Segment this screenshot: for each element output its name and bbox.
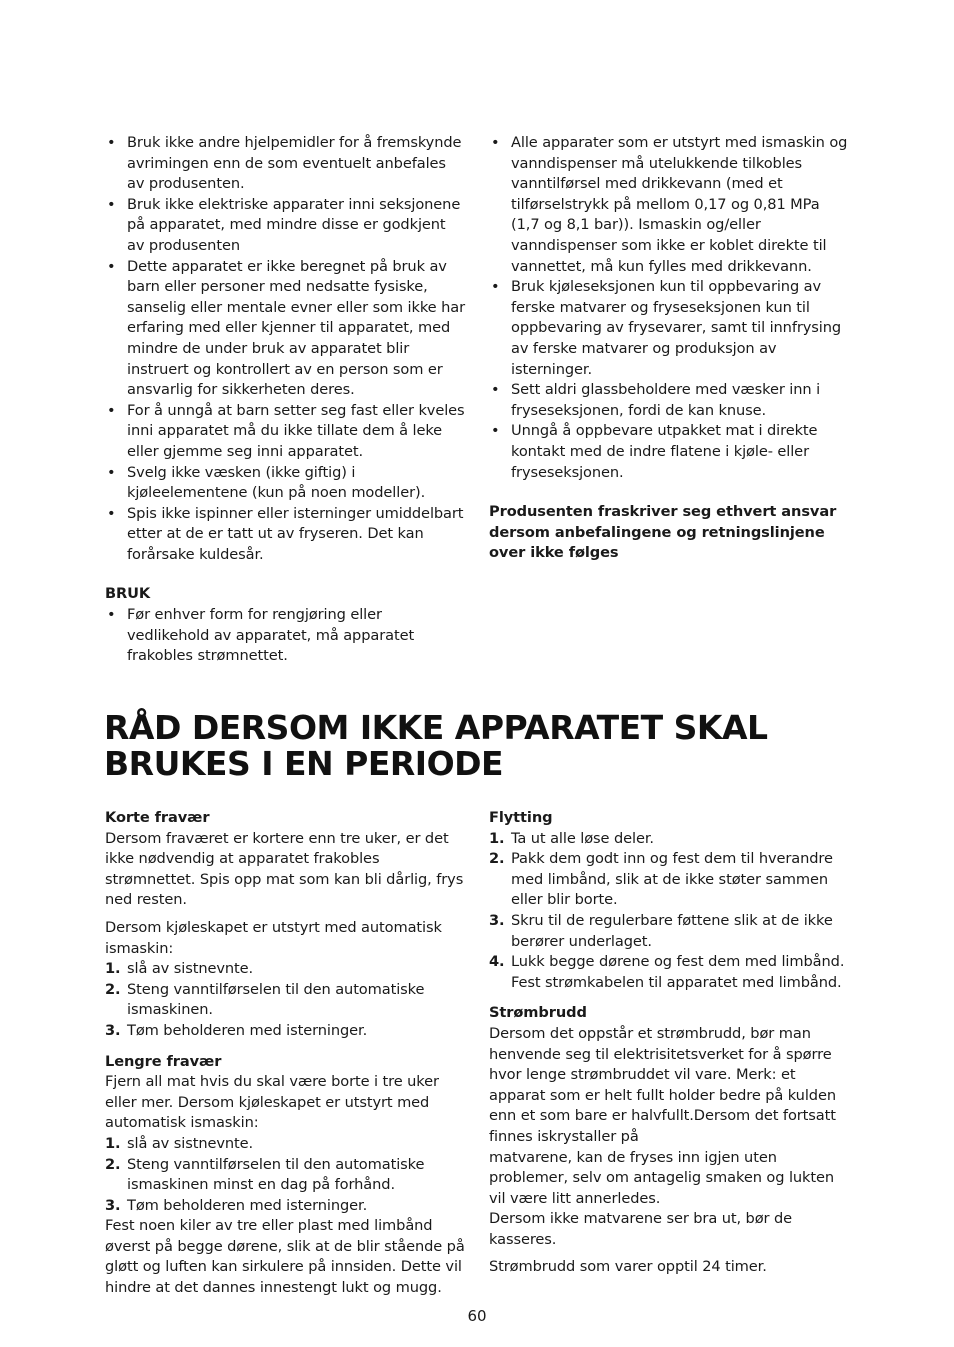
section-title-line2: BRUKES I EN PERIODE: [104, 744, 504, 783]
list-item: [105, 257, 467, 401]
list-item-text: For å unngå at barn setter seg fast eller kveles inni apparatet må du ikke tillate dem å leke eller gjemme seg inni apparatet.: [127, 401, 465, 460]
step-text: Ta ut alle løse deler.: [511, 829, 654, 847]
list-item: [105, 1134, 467, 1155]
bottom-right-column: [489, 808, 851, 1278]
list-item: [105, 195, 467, 257]
list-item-text: Spis ikke ispinner eller isterninger umiddelbart etter at de er tatt ut av fryseren. Det kan forårsake kuldesår.: [127, 504, 464, 563]
list-item-text: Svelg ikke væsken (ikke giftig) i kjøleelementene (kun på noen modeller).: [127, 463, 426, 502]
page-number: 60: [467, 1307, 487, 1325]
list-item-text: Sett aldri glassbeholdere med væsker inn i fryseseksjonen, fordi de kan knuse.: [511, 381, 821, 419]
korte-paragraph: Dersom fraværet er kortere enn tre uker, er det ikke nødvendig at apparatet frakobles strømnettet. Spis opp mat som kan bli dårlig, frys ned resten.: [105, 829, 464, 909]
step-text: slå av sistnevnte.: [127, 1134, 254, 1152]
strombrudd-paragraph: Dersom det oppstår et strømbrudd, bør man henvende seg til elektrisitetsverket for å spørre hvor lenge strømbruddet vil vare. Merk: et apparat som er helt fullt holder bedre på kulden enn et som bare er halvfullt.Dersom det fortsatt finnes iskrystaller på: [489, 1024, 836, 1145]
step-text: slå av sistnevnte.: [127, 960, 254, 978]
bullet-icon: •: [107, 504, 116, 522]
step-text: Steng vanntilførselen til den automatiske ismaskinen.: [127, 980, 425, 1019]
step-text: Skru til de regulerbare føttene slik at de ikke berører underlaget.: [511, 911, 833, 950]
korte-heading: Korte fravær: [105, 809, 210, 826]
step-text: Pakk dem godt inn og fest dem til hverandre med limbånd, slik at de ikke støter sammen eller blir borte.: [511, 850, 833, 909]
flytting-steps: [489, 829, 851, 994]
list-item-text: Bruk ikke elektriske apparater inni seksjonene på apparatet, med mindre disse er godkjent av produsenten: [127, 195, 461, 254]
bullet-icon: •: [491, 381, 500, 399]
list-item: [489, 277, 851, 380]
step-number: 1.: [105, 1134, 121, 1152]
step-number: 1.: [105, 960, 121, 978]
list-item: [489, 849, 851, 911]
bullet-icon: •: [107, 606, 116, 624]
list-item-text: Alle apparater som er utstyrt med ismaskin og vanndispenser må utelukkende tilkobles vanntilførsel med drikkevann (med et tilførselstrykk på mellom 0,17 og 0,81 MPa (1,7 og 8,1 bar)). Ismaskin og/eller vanndispenser som ikke er koblet direkte til vannettet, må kun fylles med drikkevann.: [511, 134, 848, 275]
step-number: 3.: [489, 911, 505, 929]
step-number: 2.: [105, 980, 121, 998]
step-text: Tøm beholderen med isterninger.: [127, 1021, 368, 1039]
bullet-icon: •: [107, 463, 116, 481]
strombrudd-paragraph-2: matvarene, kan de fryses inn igjen uten problemer, selv om antagelig smaken og lukten vil være litt annerledes.: [489, 1148, 835, 1207]
section-title: [104, 710, 864, 782]
list-item: [489, 380, 851, 421]
step-number: 2.: [489, 850, 505, 868]
list-item: [105, 1021, 467, 1042]
lengre-paragraph: Fjern all mat hvis du skal være borte i tre uker eller mer. Dersom kjøleskapet er utstyrt med automatisk ismaskin:: [105, 1073, 439, 1132]
step-number: 4.: [489, 953, 505, 971]
bullet-icon: •: [107, 134, 116, 151]
bottom-left-column: [105, 808, 467, 1299]
safety-list-left: [105, 133, 467, 565]
step-text: Steng vanntilførselen til den automatiske ismaskinen minst en dag på forhånd.: [127, 1155, 425, 1194]
bruk-heading: BRUK: [105, 585, 151, 603]
list-item: [489, 911, 851, 952]
step-number: 2.: [105, 1155, 121, 1173]
strombrudd-heading: Strømbrudd: [489, 1004, 587, 1022]
list-item: [489, 952, 851, 993]
list-item-text: Dette apparatet er ikke beregnet på bruk av barn eller personer med nedsatte fysiske, sanselig eller mentale evner eller som ikke har erfaring med eller kjenner til apparatet, med mindre de under bruk av apparatet blir instruert og kontrollert av en person som er ansvarlig for sikkerheten deres.: [127, 257, 465, 399]
lengre-steps: [105, 1134, 467, 1216]
list-item: [105, 1155, 467, 1196]
lengre-heading: Lengre fravær: [105, 1052, 222, 1070]
list-item: [105, 980, 467, 1021]
step-number: 1.: [489, 829, 505, 847]
korte-steps: [105, 959, 467, 1041]
strombrudd-paragraph-3: Dersom ikke matvarene ser bra ut, bør de kasseres.: [489, 1210, 793, 1248]
bullet-icon: •: [107, 401, 116, 419]
section-title-line1: RÅD DERSOM IKKE APPARATET SKAL: [104, 708, 768, 747]
list-item: [105, 504, 467, 566]
strombrudd-paragraph-4: Strømbrudd som varer opptil 24 timer.: [489, 1258, 767, 1276]
list-item-text: Bruk ikke andre hjelpemidler for å fremskynde avrimingen enn de som eventuelt anbefales av produsenten.: [127, 134, 462, 193]
step-text: Tøm beholderen med isterninger.: [127, 1196, 368, 1214]
list-item: [489, 133, 851, 277]
manufacturer-disclaimer: Produsenten fraskriver seg ethvert ansvar dersom anbefalingene og retningslinjene over ikke følges: [489, 503, 837, 562]
list-item: [105, 401, 467, 463]
list-item: [105, 605, 467, 667]
list-item: [489, 421, 851, 483]
bullet-icon: •: [107, 195, 116, 213]
list-item: [105, 133, 467, 195]
step-text: Lukk begge dørene og fest dem med limbånd. Fest strømkabelen til apparatet med limbånd.: [511, 953, 845, 991]
lengre-closing-paragraph: Fest noen kiler av tre eller plast med limbånd øverst på begge dørene, slik at de blir stående på gløtt og luften kan sirkulere på innsiden. Dette vil hindre at det dannes innestengt lukt og mugg.: [105, 1217, 465, 1297]
korte-ismaskin-paragraph: Dersom kjøleskapet er utstyrt med automatisk ismaskin:: [105, 918, 442, 957]
top-right-column: [489, 133, 851, 564]
bullet-icon: •: [491, 422, 500, 440]
list-item: [105, 959, 467, 980]
bruk-list: [105, 605, 467, 667]
list-item-text: Unngå å oppbevare utpakket mat i direkte kontakt med de indre flatene i kjøle- eller fryseseksjonen.: [511, 422, 818, 481]
list-item-text: Før enhver form for rengjøring eller vedlikehold av apparatet, må apparatet frakobles strømnettet.: [127, 606, 415, 665]
list-item: [105, 1196, 467, 1217]
flytting-heading: Flytting: [489, 809, 553, 826]
step-number: 3.: [105, 1021, 121, 1039]
bullet-icon: •: [107, 257, 116, 275]
list-item: [105, 463, 467, 504]
top-left-column: [105, 133, 467, 667]
bullet-icon: •: [491, 278, 500, 296]
bullet-icon: •: [491, 134, 500, 151]
list-item-text: Bruk kjøleseksjonen kun til oppbevaring av ferske matvarer og fryseseksjonen kun til oppbevaring av frysevarer, samt til innfrysing av ferske matvarer og produksjon av isterninger.: [511, 278, 842, 378]
step-number: 3.: [105, 1196, 121, 1214]
list-item: [489, 829, 851, 850]
safety-list-right: [489, 133, 851, 483]
